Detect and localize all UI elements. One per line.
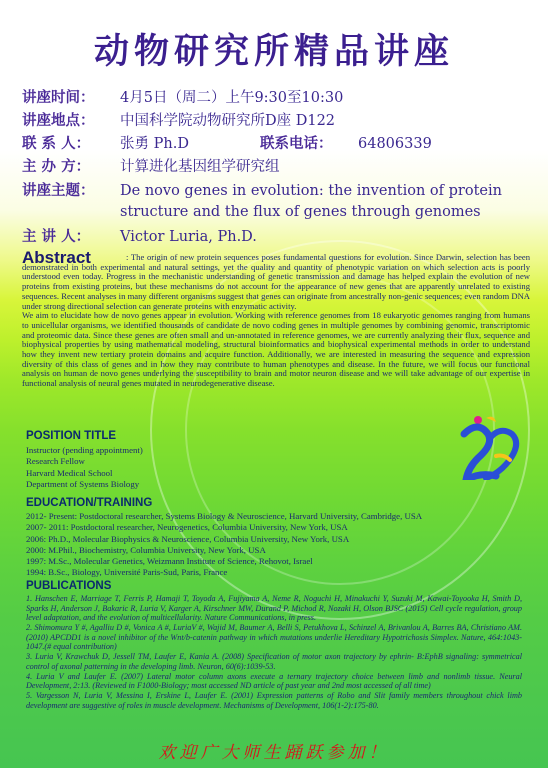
info-speaker-row: [22, 227, 532, 247]
place-value: 中国科学院动物研究所D座 D122: [120, 113, 336, 129]
position-heading: POSITION TITLE: [26, 430, 117, 442]
list-item: Instructor (pending appointment): [26, 445, 143, 455]
list-item: Research Fellow: [26, 456, 85, 467]
publications-list: [26, 594, 522, 711]
list-item: 2007- 2011: Postdoctoral researcher, Neurogenetics, Columbia University, New York, USA: [26, 522, 348, 533]
speaker-value: Victor Luria, Ph.D.: [120, 229, 257, 245]
topic-value-line1: De novo genes in evolution: the invention of protein: [120, 183, 502, 199]
page-title: 动物研究所精品讲座: [93, 31, 454, 72]
list-item: 3. Luria V, Krawchuk D, Jessell TM, Laufer E, Kania A. (2008) Specification of motor axon trajectory by ephrin- B:EphB signaling: symmetrical control of axonal patterning in the developing limb. Neuron, 60(6):1039-53.: [26, 652, 522, 671]
abstract-paragraph-1: : The origin of new protein sequences poses fundamental questions for evolution. Since Darwin, selection has been demonstrated in both experimental and natural settings, yet the quality and quantity of phenotypic variation on which selection acts is poorly understood even today. Progress in the mechanistic understanding of genetic transmission and damage has helped explain the evolution of new proteins from existing proteins, but these mechanisms do not account for the appearance of new genes that are apparently unrelated to existing sequences. Recent analyses in many different organisms suggest that genes can originate from ancestrally non-genic sequences; even random DNA under strong directional selection can generate proteins with enzymatic activity.: [22, 252, 530, 311]
info-place-row: [22, 111, 532, 131]
contact-value: 张勇 Ph.D: [120, 136, 189, 152]
abstract-body: [22, 253, 530, 389]
education-list: [26, 511, 422, 579]
abstract-heading: Abstract: [22, 248, 91, 267]
publications-heading: PUBLICATIONS: [26, 580, 112, 592]
topic-label: 讲座主题：: [22, 182, 95, 199]
list-item: 5. Vargesson N, Luria V, Messina I, Erskine L, Laufer E. (2001) Expression patterns of Robo and Slit family members throughout chick limb development are suggestive of roles in muscle development. Mechanisms of Development, 106(1-2):175-80.: [26, 691, 522, 710]
host-value: 计算进化基因组学研究组: [120, 159, 280, 175]
list-item: Harvard Medical School: [26, 467, 113, 478]
info-topic-row: [22, 181, 532, 201]
info-time-row: [22, 88, 532, 108]
contact-label: 联 系 人：: [22, 135, 91, 152]
info-host-row: [22, 157, 532, 177]
topic-value-line2: structure and the flux of genes through genomes: [120, 204, 481, 220]
list-item: 2. Shimomura Y #, Agalliu D #, Vonica A #, LuriaV #, Wajid M, Baumer A, Belli S, Petukhova L, Schinzel A, Brivanlou A, Barres BA, Christiano AM. (2010) APCDD1 is a novel inhibitor of the Wnt/b-catenin pathway in which mutations underlie Hereditary Hypotrichosis Simplex. Nature, 464:1043-1047.(# equal contribution): [26, 623, 522, 651]
education-heading: EDUCATION/TRAINING: [26, 497, 153, 509]
list-item: 1997: M.Sc., Molecular Genetics, Weizmann Institute of Science, Rehovot, Israel: [26, 556, 313, 567]
list-item: 2000: M.Phil., Biochemistry, Columbia University, New York, USA: [26, 544, 266, 555]
time-value: 4月5日（周二）上午9:30至10:30: [120, 90, 344, 106]
list-item: 2006: Ph.D., Molecular Biophysics & Neuroscience, Columbia University, New York, USA: [26, 533, 350, 544]
host-label: 主 办 方：: [22, 158, 91, 175]
closing-invitation: 欢迎广大师生踊跃参加！: [158, 743, 390, 763]
institute-logo-icon: [456, 412, 522, 480]
list-item: 1994: B.Sc., Biology, Université Paris-Sud, Paris, France: [26, 567, 228, 578]
time-label: 讲座时间：: [22, 89, 95, 106]
list-item: 2012- Present: Postdoctoral researcher, Systems Biology & Neuroscience, Harvard University, Cambridge, USA: [26, 511, 423, 521]
phone-label: 联系电话：: [260, 135, 333, 152]
list-item: 1. Hanschen E, Marriage T, Ferris P, Hamaji T, Toyoda A, Fujiyama A, Neme R, Noguchi H, Minakuchi Y, Suzuki M, Kawai-Toyooka H, Smith D, Sparks H, Anderson J, Bakaric R, Luria V, Karger A, Kirschner MW, Durand P, Michod R, Nozaki H, Olson BJSC (2015) Cell cycle regulation, group level adaptation, and the evolution of multicellularity. Nature Communications, in press.: [26, 594, 522, 622]
position-list: [26, 445, 143, 490]
list-item: 4. Luria V and Laufer E. (2007) Lateral motor column axons execute a ternary trajectory choice between limb and nonlimb tissue. Neural Development, 2:13. (Reviewed in F1000-Biology; most accessed ND article of past year and 2nd most accessed of all time): [26, 671, 522, 690]
place-label: 讲座地点：: [22, 112, 95, 129]
phone-value: 64806339: [358, 136, 432, 152]
info-contact-row: [22, 134, 532, 154]
list-item: Department of Systems Biology: [26, 478, 140, 489]
speaker-label: 主 讲 人：: [22, 228, 91, 245]
abstract-paragraph-2: We aim to elucidate how de novo genes appear in evolution. Working with reference genomes from 18 eukaryotic genomes ranging from humans to unicellular organisms, we identified thousands of candidate de novo coding genes in multiple genomes by combining genomic, transcriptomic and proteomic data. Since these genes are often small and un-annotated in reference genomes, we are currently analyzing their flux, sequence and biophysical properties by using mathematical modeling, structural bioinformatics and biophysical experimental methods in order to understand how they invent new tertiary protein domains and acquire function. Additionally, we are interested in measuring the sequence and expression diversity of this class of genes and in how they may contribute to human phenotypes and disease. In the future, we will focus our functional analysis on human de novo genes underlying the susceptibility to brain and motor neuron disease and we will take advantage of our expertise in functional analysis of neural genes mutated in neurodegenerative disease.: [22, 310, 530, 389]
